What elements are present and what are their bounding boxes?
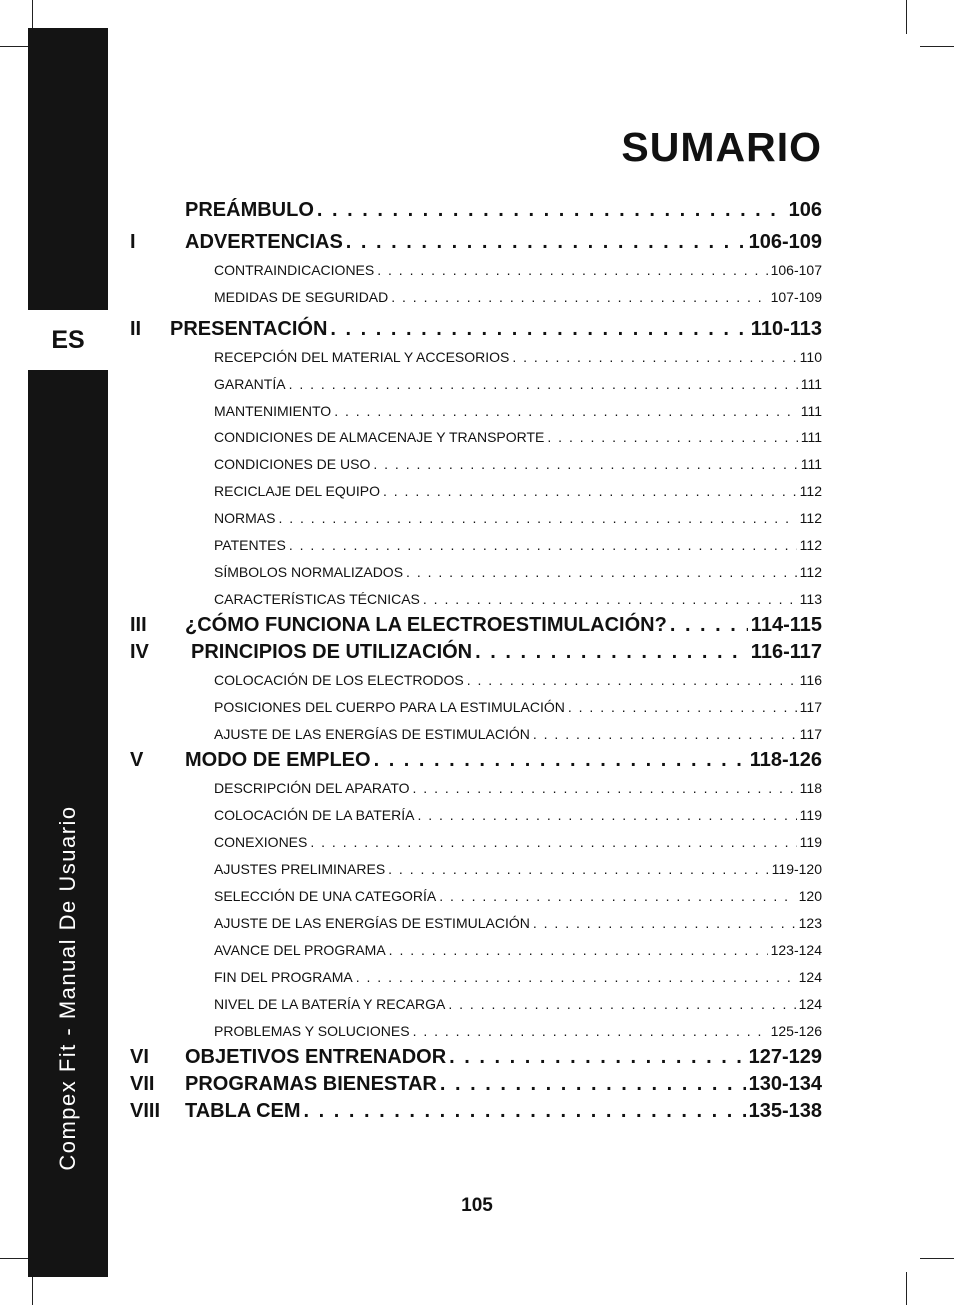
dot-leader (289, 537, 797, 553)
chapter-number: VII (130, 1073, 155, 1095)
page-number: 105 (461, 1195, 493, 1216)
chapter-title: PRESENTACIÓN (170, 318, 328, 340)
section-title: PROBLEMAS Y SOLUCIONES (214, 1023, 410, 1039)
dot-leader (406, 564, 797, 580)
page-ref: 119 (799, 834, 822, 850)
page-ref: 106-109 (748, 231, 822, 253)
toc-entry (130, 1046, 822, 1072)
toc-subentry (214, 564, 822, 584)
chapter-number: VI (130, 1046, 149, 1068)
chapter-number: III (130, 614, 147, 636)
section-title: MEDIDAS DE SEGURIDAD (214, 289, 389, 305)
toc-subentry (214, 888, 822, 908)
section-title: COLOCACIÓN DE LOS ELECTRODOS (214, 672, 464, 688)
section-title: FIN DEL PROGRAMA (214, 969, 353, 985)
manual-title: Compex Fit - Manual De Usuario (55, 805, 80, 1171)
section-title: SÍMBOLOS NORMALIZADOS (214, 564, 404, 580)
dot-leader (512, 349, 796, 365)
page-ref: 113 (799, 591, 822, 607)
dot-leader (388, 861, 769, 877)
dot-leader (330, 318, 747, 341)
page-ref: 123-124 (770, 942, 822, 958)
toc-subentry (214, 861, 822, 881)
toc-subentry (214, 289, 822, 309)
page-ref: 112 (799, 483, 822, 499)
page-ref: 120 (798, 888, 822, 904)
dot-leader (317, 199, 786, 222)
dot-leader (346, 231, 746, 254)
toc-subentry (214, 483, 822, 503)
toc-subentry (214, 780, 822, 800)
section-title: NIVEL DE LA BATERÍA Y RECARGA (214, 996, 446, 1012)
toc-subentry (214, 942, 822, 962)
dot-leader (391, 289, 767, 305)
toc-subentry (214, 969, 822, 989)
section-title: PATENTES (214, 537, 286, 553)
chapter-number: II (130, 318, 142, 340)
page-ref: 112 (799, 510, 822, 526)
chapter-title: OBJETIVOS ENTRENADOR (185, 1046, 447, 1068)
section-title: NORMAS (214, 510, 276, 526)
chapter-number: I (130, 231, 136, 253)
dot-leader (377, 262, 767, 278)
page-ref: 111 (800, 429, 822, 445)
toc-entry (130, 231, 822, 257)
toc-subentry (214, 456, 822, 476)
dot-leader (439, 888, 795, 904)
toc-entry (130, 1100, 822, 1126)
page-ref: 135-138 (748, 1100, 822, 1122)
toc-subentry (214, 429, 822, 449)
language-tab: ES (51, 325, 85, 354)
dot-leader (310, 834, 796, 850)
chapter-title: PROGRAMAS BIENESTAR (185, 1073, 437, 1095)
page-ref: 125-126 (770, 1023, 822, 1039)
page-ref: 118-126 (749, 749, 822, 771)
toc-entry (130, 641, 822, 667)
page-ref: 106 (788, 199, 822, 221)
page-ref: 118 (799, 780, 822, 796)
dot-leader (278, 510, 796, 526)
section-title: CARACTERÍSTICAS TÉCNICAS (214, 591, 420, 607)
chapter-title: PREÁMBULO (185, 199, 314, 221)
section-title: RECICLAJE DEL EQUIPO (214, 483, 380, 499)
toc-subentry (214, 996, 822, 1016)
page-ref: 114-115 (750, 614, 822, 636)
page-ref: 127-129 (748, 1046, 822, 1068)
dot-leader (383, 483, 797, 499)
toc-subentry (214, 537, 822, 557)
dot-leader (413, 1023, 768, 1039)
dot-leader (533, 915, 796, 931)
dot-leader (413, 780, 797, 796)
section-title: POSICIONES DEL CUERPO PARA LA ESTIMULACIÓN (214, 699, 565, 715)
page-ref: 130-134 (748, 1073, 822, 1095)
section-title: AJUSTE DE LAS ENERGÍAS DE ESTIMULACIÓN (214, 726, 530, 742)
toc-subentry (214, 591, 822, 611)
dot-leader (440, 1073, 746, 1096)
section-title: AVANCE DEL PROGRAMA (214, 942, 386, 958)
chapter-number: IV (130, 641, 149, 663)
toc-subentry (214, 1023, 822, 1043)
page-ref: 116-117 (750, 641, 822, 663)
chapter-title: ¿CÓMO FUNCIONA LA ELECTROESTIMULACIÓN? (185, 614, 667, 636)
page-ref: 106-107 (770, 262, 822, 278)
chapter-title: ADVERTENCIAS (185, 231, 343, 253)
chapter-number: V (130, 749, 144, 771)
page-ref: 117 (799, 699, 822, 715)
page-ref: 119-120 (771, 861, 822, 877)
toc-subentry (214, 262, 822, 282)
section-title: GARANTÍA (214, 376, 286, 392)
dot-leader (533, 726, 797, 742)
section-title: AJUSTES PRELIMINARES (214, 861, 386, 877)
page-ref: 112 (799, 537, 822, 553)
toc-subentry (214, 376, 822, 396)
dot-leader (289, 376, 798, 392)
chapter-title: TABLA CEM (185, 1100, 301, 1122)
section-title: CONDICIONES DE ALMACENAJE Y TRANSPORTE (214, 429, 545, 445)
dot-leader (304, 1100, 746, 1123)
dot-leader (373, 456, 797, 472)
section-title: CONEXIONES (214, 834, 308, 850)
page-ref: 111 (800, 376, 822, 392)
toc-entry (130, 199, 822, 225)
page-ref: 110 (799, 349, 822, 365)
page-ref: 107-109 (770, 289, 822, 305)
toc-subentry (214, 403, 822, 423)
page-title: SUMARIO (621, 124, 822, 170)
dot-leader (448, 996, 795, 1012)
dot-leader (475, 641, 748, 664)
page-ref: 112 (799, 564, 822, 580)
toc-subentry (214, 726, 822, 746)
dot-leader (334, 403, 798, 419)
section-title: RECEPCIÓN DEL MATERIAL Y ACCESORIOS (214, 349, 510, 365)
page-ref: 116 (799, 672, 822, 688)
toc-entry (130, 614, 822, 640)
toc-subentry (214, 510, 822, 530)
dot-leader (670, 614, 748, 637)
dot-leader (547, 429, 797, 445)
page-ref: 124 (798, 996, 822, 1012)
chapter-title: PRINCIPIOS DE UTILIZACIÓN (191, 641, 473, 663)
toc-entry (130, 318, 822, 344)
section-title: DESCRIPCIÓN DEL APARATO (214, 780, 410, 796)
page-ref: 124 (798, 969, 822, 985)
toc-entry (130, 1073, 822, 1099)
section-title: MANTENIMIENTO (214, 403, 332, 419)
dot-leader (374, 749, 747, 772)
dot-leader (389, 942, 768, 958)
page-ref: 111 (800, 456, 822, 472)
dot-leader (449, 1046, 745, 1069)
toc-subentry (214, 807, 822, 827)
section-title: SELECCIÓN DE UNA CATEGORÍA (214, 888, 437, 904)
page-ref: 110-113 (750, 318, 822, 340)
toc-entry (130, 749, 822, 775)
dot-leader (467, 672, 797, 688)
dot-leader (423, 591, 797, 607)
toc-subentry (214, 699, 822, 719)
section-title: CONDICIONES DE USO (214, 456, 371, 472)
page-ref: 111 (800, 403, 822, 419)
dot-leader (417, 807, 796, 823)
toc-subentry (214, 349, 822, 369)
dot-leader (356, 969, 796, 985)
section-title: AJUSTE DE LAS ENERGÍAS DE ESTIMULACIÓN (214, 915, 530, 931)
toc-subentry (214, 915, 822, 935)
page-ref: 117 (799, 726, 822, 742)
page-ref: 119 (799, 807, 822, 823)
section-title: CONTRAINDICACIONES (214, 262, 375, 278)
section-title: COLOCACIÓN DE LA BATERÍA (214, 807, 415, 823)
chapter-number: VIII (130, 1100, 161, 1122)
page-ref: 123 (798, 915, 822, 931)
dot-leader (568, 699, 797, 715)
chapter-title: MODO DE EMPLEO (185, 749, 371, 771)
toc-subentry (214, 834, 822, 854)
toc-subentry (214, 672, 822, 692)
